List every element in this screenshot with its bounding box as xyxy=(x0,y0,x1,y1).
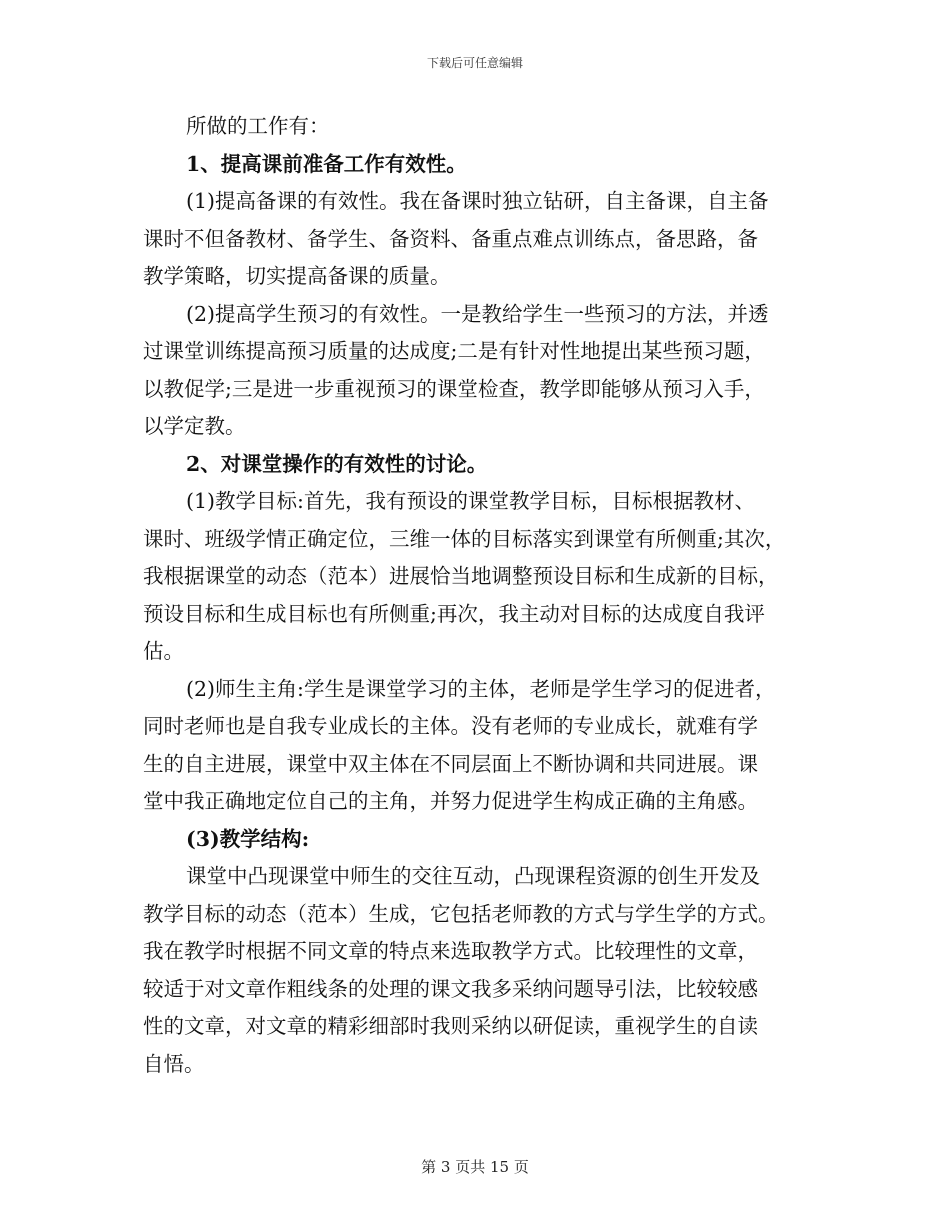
text-line: 我在教学时根据不同文章的特点来选取教学方式。比较理性的文章， xyxy=(143,939,758,963)
text-line: 以教促学;三是进一步重视预习的课堂检查，教学即能够从预习入手， xyxy=(143,376,765,401)
section-heading: 2、对课堂操作的有效性的讨论。 xyxy=(186,451,488,476)
text-line: 较适于对文章作粗线条的处理的课文我多采纳问题导引法，比较较感 xyxy=(143,976,758,1001)
text-line: 自悟。 xyxy=(143,1051,205,1076)
text-line: (2)师生主角:学生是课堂学习的主体，老师是学生学习的促进者， xyxy=(186,676,776,701)
text-line: 课堂中凸现课堂中师生的交往互动，凸现课程资源的创生开发及 xyxy=(186,864,760,888)
text-line: 估。 xyxy=(143,639,184,663)
text-line: 教学目标的动态（范本）生成，它包括老师教的方式与学生学的方式。 xyxy=(143,901,779,926)
page-number-footer: 第 3 页共 15 页 xyxy=(421,1158,529,1176)
text-line: 同时老师也是自我专业成长的主体。没有老师的专业成长，就难有学 xyxy=(143,714,758,738)
text-line: (1)提高备课的有效性。我在备课时独立钻研，自主备课，自主备 xyxy=(186,189,769,213)
subsection-heading: (3)教学结构: xyxy=(186,826,310,851)
text-line: 过课堂训练提高预习质量的达成度;二是有针对性地提出某些预习题， xyxy=(143,339,765,363)
text-line: 堂中我正确地定位自己的主角，并努力促进学生构成正确的主角感。 xyxy=(143,789,758,813)
text-line: 教学策略，切实提高备课的质量。 xyxy=(143,264,451,288)
text-line: 课时不但备教材、备学生、备资料、备重点难点训练点，备思路，备 xyxy=(143,226,758,251)
text-line: 预设目标和生成目标也有所侧重;再次，我主动对目标的达成度自我评 xyxy=(143,601,765,626)
text-line: 性的文章，对文章的精彩细部时我则采纳以研促读，重视学生的自读 xyxy=(143,1014,758,1038)
section-heading: 1、提高课前准备工作有效性。 xyxy=(186,151,467,176)
page-header: 下载后可任意编辑 xyxy=(426,56,523,70)
text-line: (2)提高学生预习的有效性。一是教给学生一些预习的方法，并透 xyxy=(186,301,769,326)
document-body xyxy=(143,108,815,1083)
text-line: 课时、班级学情正确定位，三维一体的目标落实到课堂有所侧重;其次， xyxy=(143,526,786,551)
text-line: 所做的工作有： xyxy=(186,114,330,138)
text-line: 生的自主进展，课堂中双主体在不同层面上不断协调和共同进展。课 xyxy=(143,751,758,776)
text-line: 我根据课堂的动态（范本）进展恰当地调整预设目标和生成新的目标， xyxy=(143,564,779,588)
text-line: (1)教学目标:首先，我有预设的课堂教学目标，目标根据教材、 xyxy=(186,489,755,513)
text-line: 以学定教。 xyxy=(143,414,246,438)
